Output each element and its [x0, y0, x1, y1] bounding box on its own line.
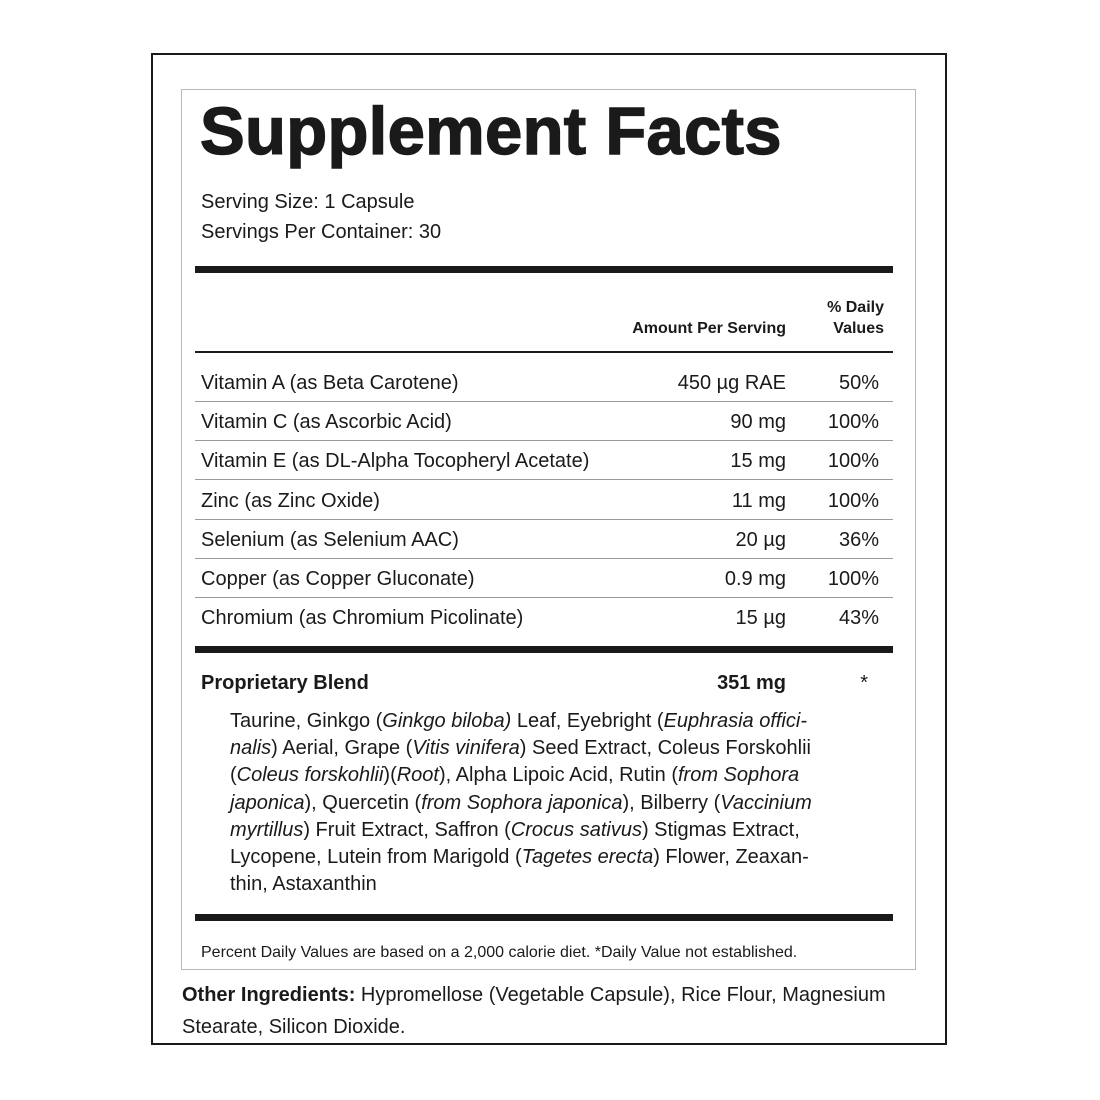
- nutrient-row: [195, 362, 893, 402]
- nutrient-name: Vitamin A (as Beta Carotene): [201, 372, 459, 394]
- ingredient-botanical-name: Coleus forskohlii: [236, 764, 384, 787]
- ingredient-text: Leaf, Eyebright (: [511, 710, 664, 732]
- ingredient-text: )(: [383, 764, 397, 787]
- nutrient-name: Selenium (as Selenium AAC): [201, 528, 459, 551]
- other-ingredients: [182, 979, 922, 1043]
- ingredient-text: ) Stigmas Extract, Lycopene, Lutein from Marigold (: [230, 818, 800, 869]
- ingredient-text: ), Quercetin (: [304, 791, 422, 814]
- nutrient-amount: 0.9 mg: [724, 568, 786, 590]
- ingredient-text: ) Aerial, Grape (: [271, 737, 413, 760]
- nutrient-row: [195, 440, 893, 480]
- daily-values-header: [827, 297, 884, 339]
- nutrient-row: [195, 480, 893, 520]
- nutrient-row: [195, 597, 893, 636]
- nutrient-name: Chromium (as Chromium Picolinate): [201, 607, 524, 630]
- other-ingredients-label: Other Ingredients:: [182, 984, 356, 1006]
- nutrient-name: Vitamin E (as DL-Alpha Tocopheryl Acetate): [201, 450, 590, 473]
- thick-divider-bottom: [195, 914, 893, 921]
- daily-value-footnote: Percent Daily Values are based on a 2,000 calorie diet. *Daily Value not established.: [201, 944, 798, 961]
- nutrient-daily-value: 100%: [827, 489, 879, 512]
- daily-values-header-line2: Values: [833, 320, 884, 337]
- nutrient-name: Zinc (as Zinc Oxide): [201, 489, 380, 512]
- ingredient-botanical-name: from Sophora japonica: [421, 791, 623, 814]
- nutrient-daily-value: 36%: [838, 528, 879, 551]
- ingredient-botanical-name: Crocus sativus: [510, 818, 642, 841]
- nutrient-amount: 15 mg: [730, 450, 786, 473]
- serving-size: Serving Size: 1 Capsule: [201, 191, 415, 213]
- ingredient-botanical-name: Vitis vinifera: [412, 737, 520, 760]
- ingredient-botanical-name: from Sophora japonica: [230, 764, 800, 814]
- header-divider: [195, 351, 893, 353]
- ingredient-text: ) Flower, Zeaxan- thin, Astaxanthin: [230, 846, 809, 896]
- ingredient-text: Taurine, Ginkgo (: [230, 710, 383, 732]
- nutrient-amount: 20 µg: [735, 528, 786, 551]
- ingredient-botanical-name: Root: [396, 764, 439, 787]
- nutrient-name: Copper (as Copper Gluconate): [201, 568, 475, 590]
- thick-divider-top: [195, 266, 893, 273]
- other-ingredients-text: Hypromellose (Vegetable Capsule), Rice Flour, Magnesium Stearate, Silicon Dioxide.: [182, 984, 886, 1038]
- proprietary-blend-daily-value: *: [860, 672, 868, 694]
- nutrient-daily-value: 100%: [827, 568, 879, 590]
- nutrient-amount: 15 µg: [735, 607, 786, 630]
- nutrient-row: [195, 558, 893, 598]
- proprietary-blend-name: Proprietary Blend: [201, 672, 369, 694]
- nutrient-daily-value: 100%: [827, 411, 879, 434]
- proprietary-blend-ingredients: [230, 708, 892, 898]
- ingredient-text: ) Fruit Extract, Saffron (: [303, 818, 511, 841]
- daily-values-header-line1: % Daily: [827, 299, 884, 316]
- ingredient-text: ), Alpha Lipoic Acid, Rutin (: [438, 764, 678, 787]
- ingredient-botanical-name: Ginkgo biloba): [382, 710, 512, 732]
- nutrient-row: [195, 519, 893, 559]
- thick-divider-middle: [195, 646, 893, 653]
- ingredient-text: ) Seed Extract, Coleus Forskohlii (: [230, 737, 811, 787]
- ingredient-botanical-name: Tagetes erecta: [521, 846, 654, 869]
- ingredient-botanical-name: Euphrasia offici- nalis: [230, 710, 807, 760]
- nutrient-daily-value: 100%: [827, 450, 879, 473]
- nutrient-amount: 11 mg: [731, 489, 786, 512]
- nutrient-row: [195, 401, 893, 441]
- nutrient-daily-value: 50%: [838, 372, 879, 394]
- nutrient-amount: 450 µg RAE: [677, 372, 786, 394]
- ingredient-botanical-name: Vaccinium myrtillus: [230, 791, 812, 841]
- ingredient-text: ), Bilberry (: [622, 791, 721, 814]
- label-title: Supplement Facts: [200, 94, 782, 169]
- proprietary-blend-amount: 351 mg: [717, 672, 786, 694]
- amount-per-serving-header: Amount Per Serving: [632, 320, 786, 337]
- servings-per-container: Servings Per Container: 30: [201, 221, 442, 243]
- nutrient-daily-value: 43%: [838, 607, 879, 630]
- nutrient-amount: 90 mg: [730, 411, 786, 434]
- nutrient-name: Vitamin C (as Ascorbic Acid): [201, 411, 452, 434]
